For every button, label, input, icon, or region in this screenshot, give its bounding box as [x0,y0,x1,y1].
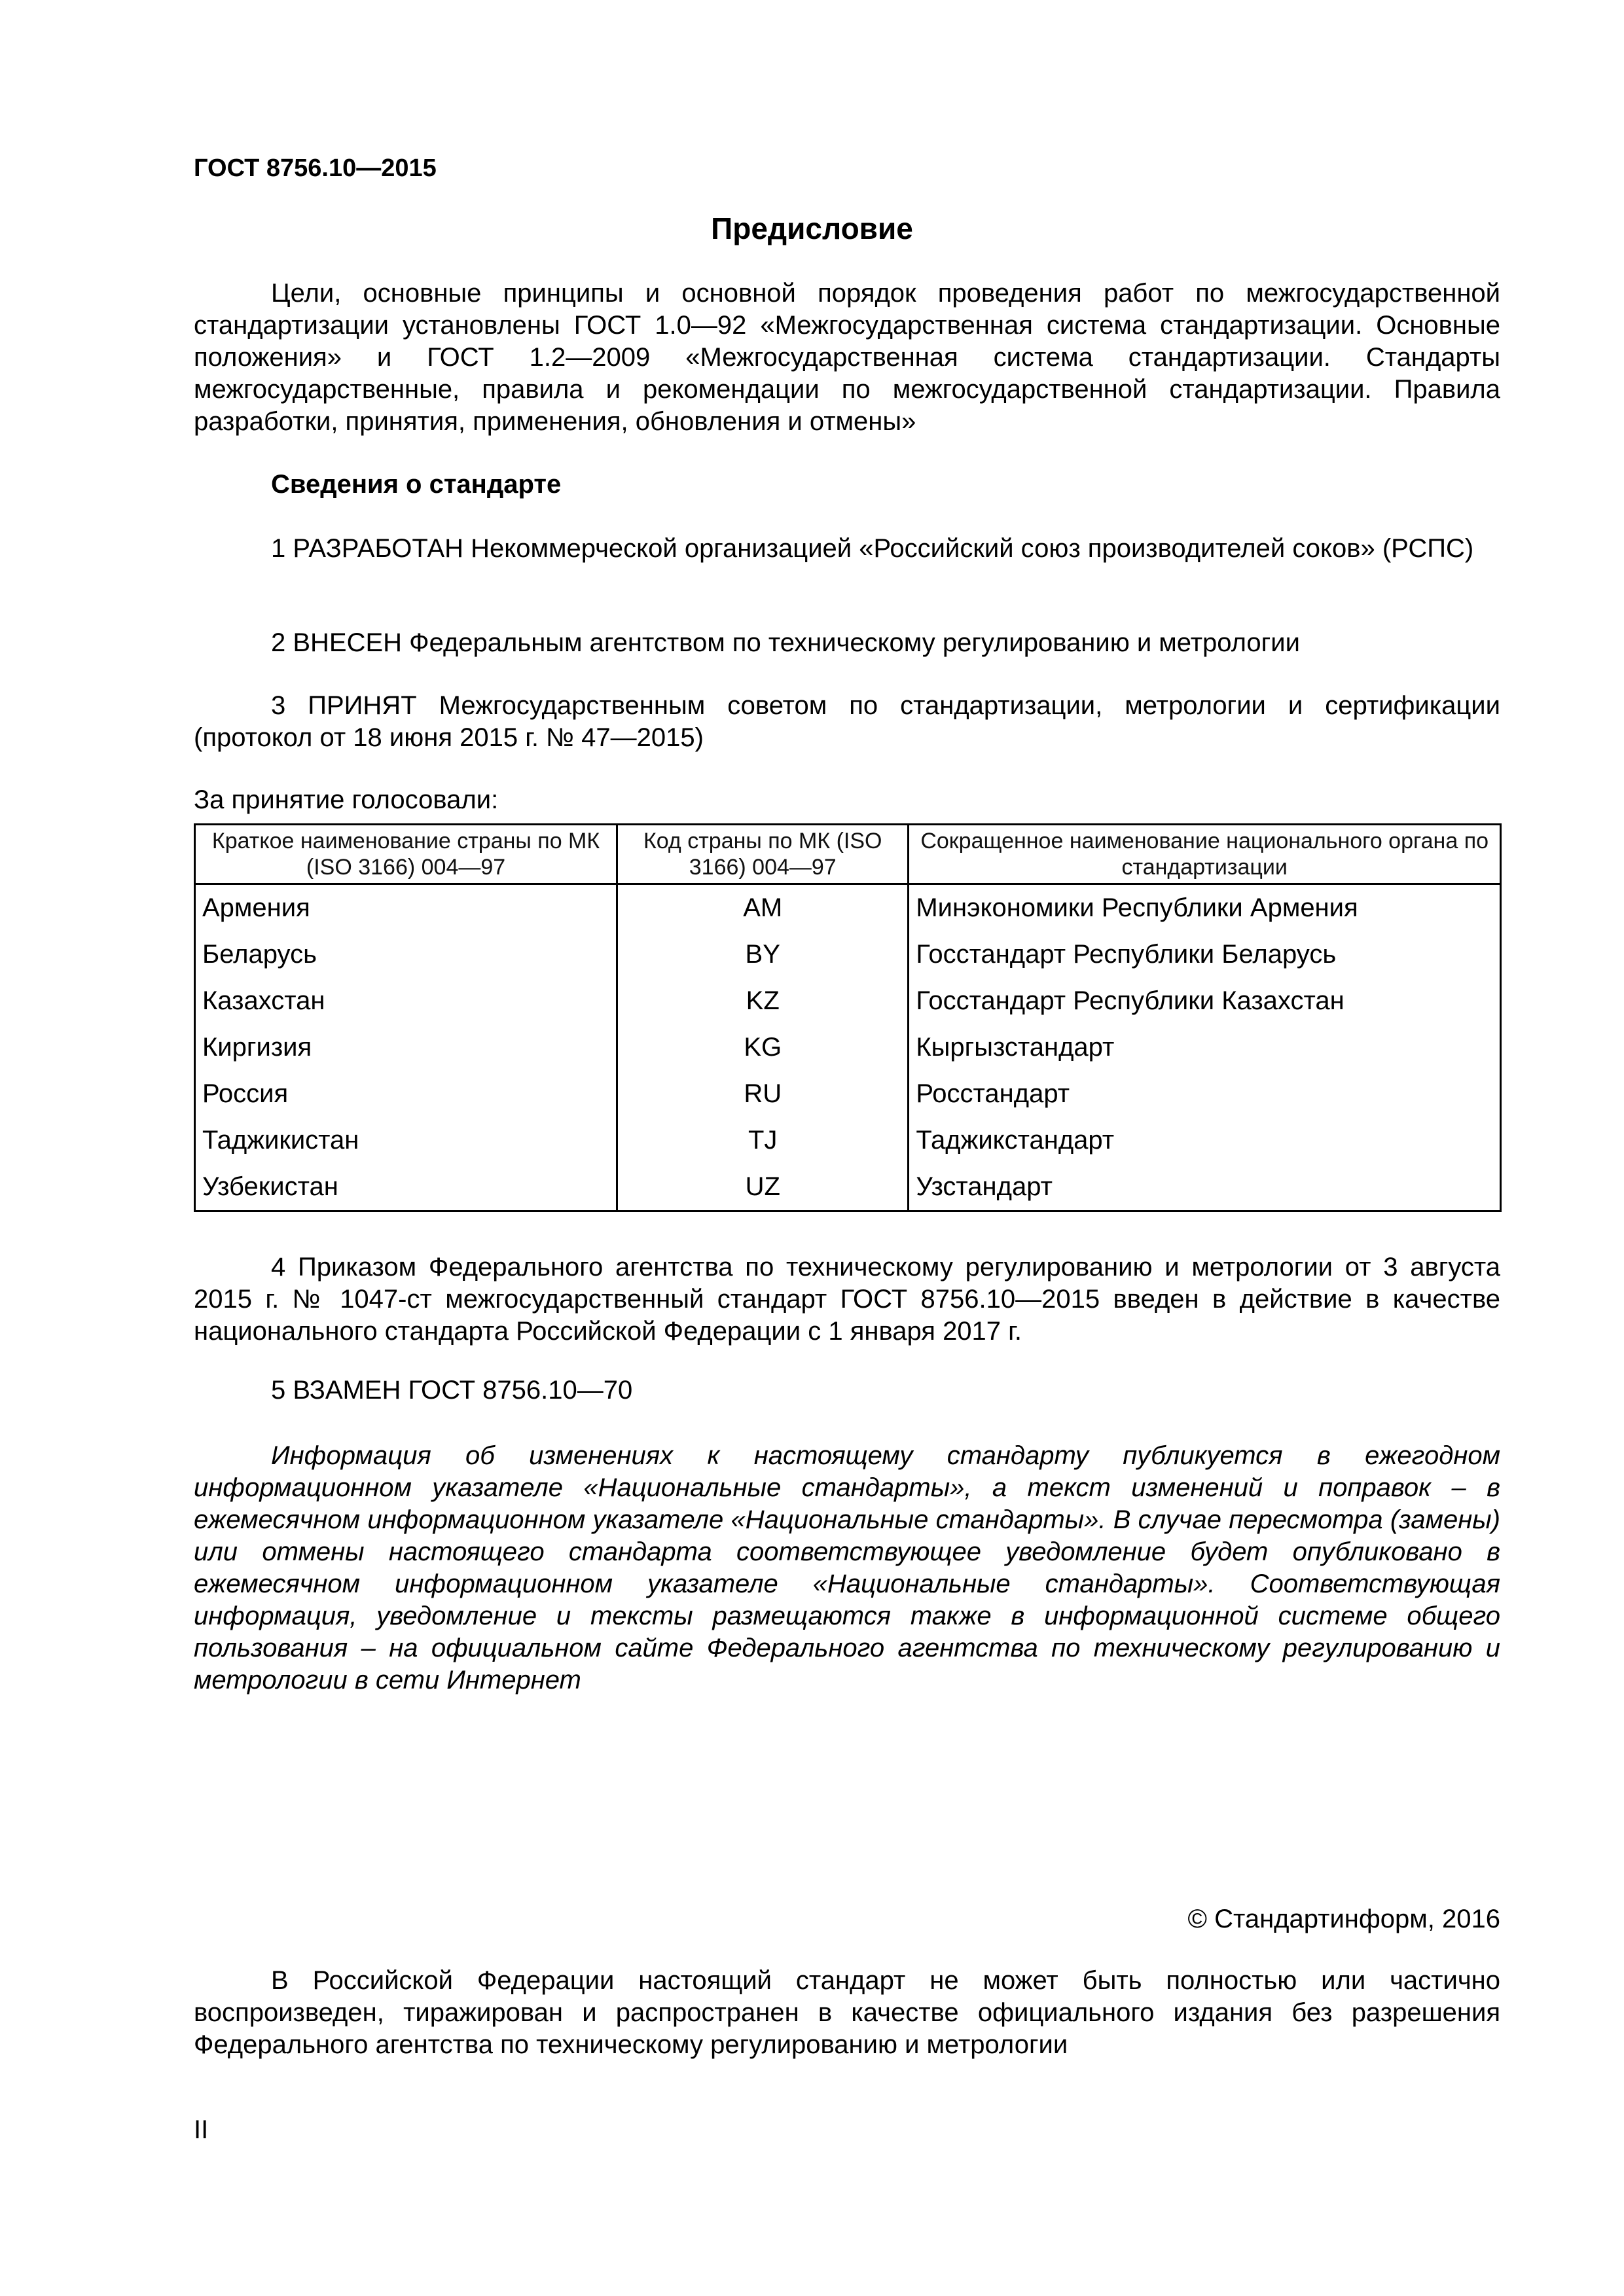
body-cell: Таджикстандарт [909,1117,1501,1164]
intro-paragraph: Цели, основные принципы и основной порядок проведения работ по межгосударственной стандартизации установлены ГОСТ 1.0—92 «Межгосударственная система стандартизации. Основные положения» и ГОСТ 1.2—2009 «Межгосударственная система стандартизации. Стандарты межгосударственные, правила и рекомендации по межгосударственной стандартизации. Правила разработки, принятия, применения, обновления и отмены» [194,279,1500,436]
body-cell: Госстандарт Республики Беларусь [909,931,1501,978]
table-header-row [195,825,1501,884]
code-cell: AM [617,884,909,932]
body-cell: Кыргызстандарт [909,1024,1501,1071]
country-cell: Армения [195,884,617,932]
body-cell: Росстандарт [909,1071,1501,1117]
column-header-country: Краткое наименование страны по МК (ISO 3166) 004—97 [195,825,617,884]
table-row [195,1071,1501,1117]
item-developed: 1 РАЗРАБОТАН Некоммерческой организацией «Российский союз производителей соков» (РСПС) [271,534,1474,563]
info-heading: Сведения о стандарте [271,470,562,499]
legal-notice-paragraph: В Российской Федерации настоящий стандарт не может быть полностью или частично воспроизведен, тиражирован и распространен в качестве официального издания без разрешения Федерального агентства по техническому регулированию и метрологии [194,1966,1500,2059]
item-replaces: 5 ВЗАМЕН ГОСТ 8756.10—70 [271,1376,633,1405]
table-row [195,978,1501,1024]
item-adopted: 3 ПРИНЯТ Межгосударственным советом по стандартизации, метрологии и сертификации (протокол от 18 июня 2015 г. № 47—2015) [194,691,1500,752]
body-cell: Узстандарт [909,1164,1501,1211]
table-row [195,884,1501,932]
copyright-line: © Стандартинформ, 2016 [1187,1905,1500,1933]
column-header-code: Код страны по МК (ISO 3166) 004—97 [617,825,909,884]
votes-caption: За принятие голосовали: [194,785,499,814]
code-cell: BY [617,931,909,978]
column-header-body: Сокращенное наименование национального органа по стандартизации [909,825,1501,884]
changes-info-paragraph: Информация об изменениях к настоящему стандарту публикуется в ежегодном информационном указателе «Национальные стандарты», а текст изменений и поправок – в ежемесячном информационном указателе «Национальные стандарты». В случае пересмотра (замены) или отмены настоящего стандарта соответствующее уведомление будет опубликовано в ежемесячном информационном указателе «Национальные стандарты». Соответствующая информация, уведомление и тексты размещаются также в информационной системе общего пользования – на официальном сайте Федерального агентства по техническому регулированию и метрологии в сети Интернет [194,1441,1500,1695]
table-row [195,931,1501,978]
country-cell: Казахстан [195,978,617,1024]
table-row [195,1164,1501,1211]
code-cell: UZ [617,1164,909,1211]
country-cell: Узбекистан [195,1164,617,1211]
item-order: 4 Приказом Федерального агентства по техническому регулированию и метрологии от 3 августа 2015 г. № 1047-ст межгосударственный стандарт ГОСТ 8756.10—2015 введен в действие в качестве национального стандарта Российской Федерации с 1 января 2017 г. [194,1253,1500,1346]
country-cell: Киргизия [195,1024,617,1071]
body-cell: Минэкономики Республики Армения [909,884,1501,932]
code-cell: KZ [617,978,909,1024]
code-cell: RU [617,1071,909,1117]
code-cell: KG [617,1024,909,1071]
table-row [195,1117,1501,1164]
country-cell: Россия [195,1071,617,1117]
votes-table [194,823,1502,1212]
page-number: II [194,2115,209,2144]
item-introduced: 2 ВНЕСЕН Федеральным агентством по техническому регулированию и метрологии [271,628,1300,657]
page-title: Предисловие [711,211,913,245]
table-row [195,1024,1501,1071]
code-cell: TJ [617,1117,909,1164]
document-header: ГОСТ 8756.10—2015 [194,154,437,182]
country-cell: Таджикистан [195,1117,617,1164]
body-cell: Госстандарт Республики Казахстан [909,978,1501,1024]
country-cell: Беларусь [195,931,617,978]
